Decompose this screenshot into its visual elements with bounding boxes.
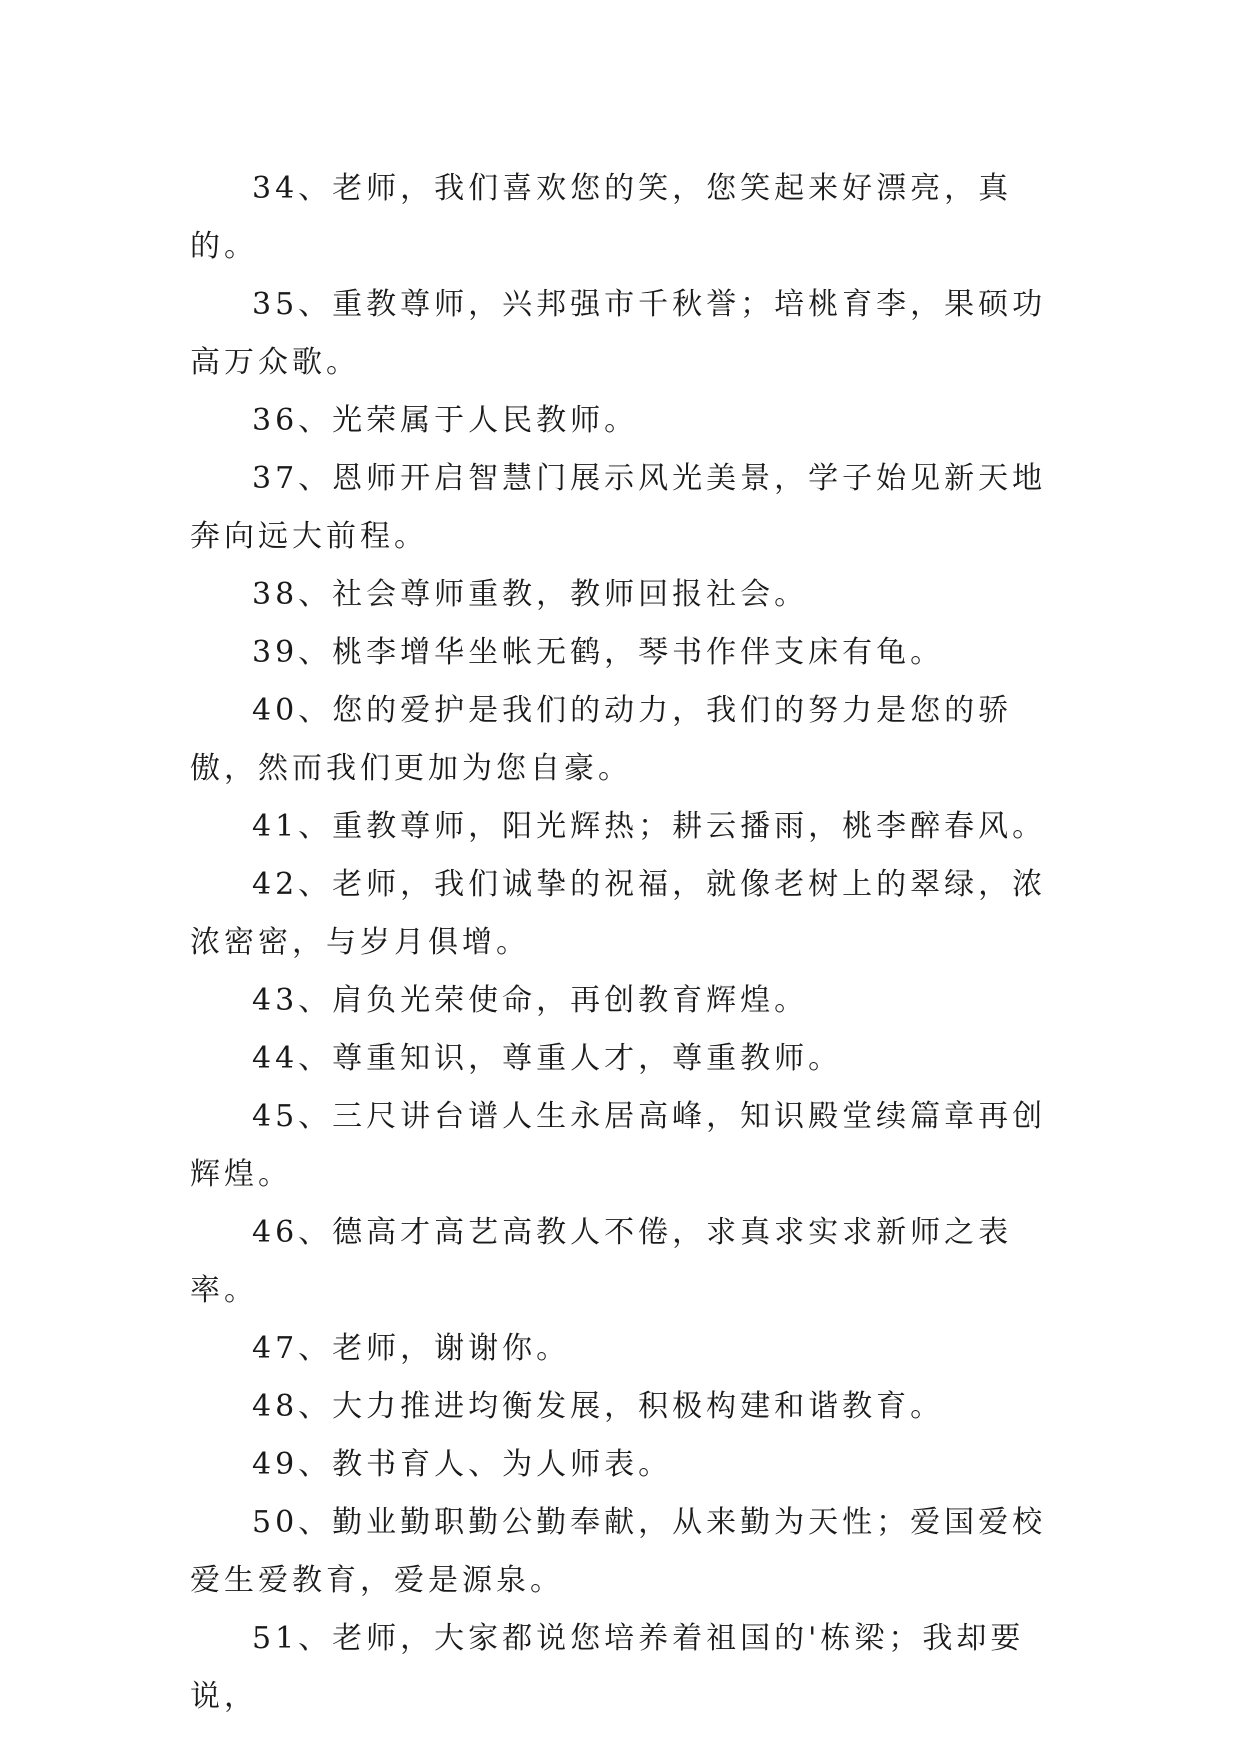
paragraph-49: 49、教书育人、为人师表。 [252, 1447, 673, 1482]
paragraph-43: 43、肩负光荣使命，再创教育辉煌。 [252, 983, 809, 1018]
paragraph-51: 51、老师，大家都说您培养着祖国的'栋梁；我却要说， [190, 1621, 1025, 1714]
paragraph-37: 37、恩师开启智慧门展示风光美景，学子始见新天地奔向远大前程。 [190, 461, 1047, 554]
paragraph-47: 47、老师，谢谢你。 [252, 1331, 571, 1366]
paragraph-38: 38、社会尊师重教，教师回报社会。 [252, 577, 809, 612]
paragraph-35: 35、重教尊师，兴邦强市千秋誉；培桃育李，果硕功高万众歌。 [190, 287, 1047, 380]
paragraph-46: 46、德高才高艺高教人不倦，求真求实求新师之表率。 [190, 1215, 1013, 1308]
document-body [190, 160, 1070, 1726]
paragraph-48: 48、大力推进均衡发展，积极构建和谐教育。 [252, 1389, 945, 1424]
paragraph-34: 34、老师，我们喜欢您的笑，您笑起来好漂亮，真的。 [190, 171, 1013, 264]
paragraph-36: 36、光荣属于人民教师。 [252, 403, 639, 438]
paragraph-50: 50、勤业勤职勤公勤奉献，从来勤为天性；爱国爱校爱生爱教育，爱是源泉。 [190, 1505, 1047, 1598]
paragraph-45: 45、三尺讲台谱人生永居高峰，知识殿堂续篇章再创辉煌。 [190, 1099, 1047, 1192]
paragraph-42: 42、老师，我们诚挚的祝福，就像老树上的翠绿，浓浓密密，与岁月俱增。 [190, 867, 1047, 960]
paragraph-44: 44、尊重知识，尊重人才，尊重教师。 [252, 1041, 843, 1076]
paragraph-39: 39、桃李增华坐帐无鹤，琴书作伴支床有龟。 [252, 635, 945, 670]
paragraph-40: 40、您的爱护是我们的动力，我们的努力是您的骄傲，然而我们更加为您自豪。 [190, 693, 1013, 786]
paragraph-41: 41、重教尊师，阳光辉热；耕云播雨，桃李醉春风。 [252, 809, 1047, 844]
